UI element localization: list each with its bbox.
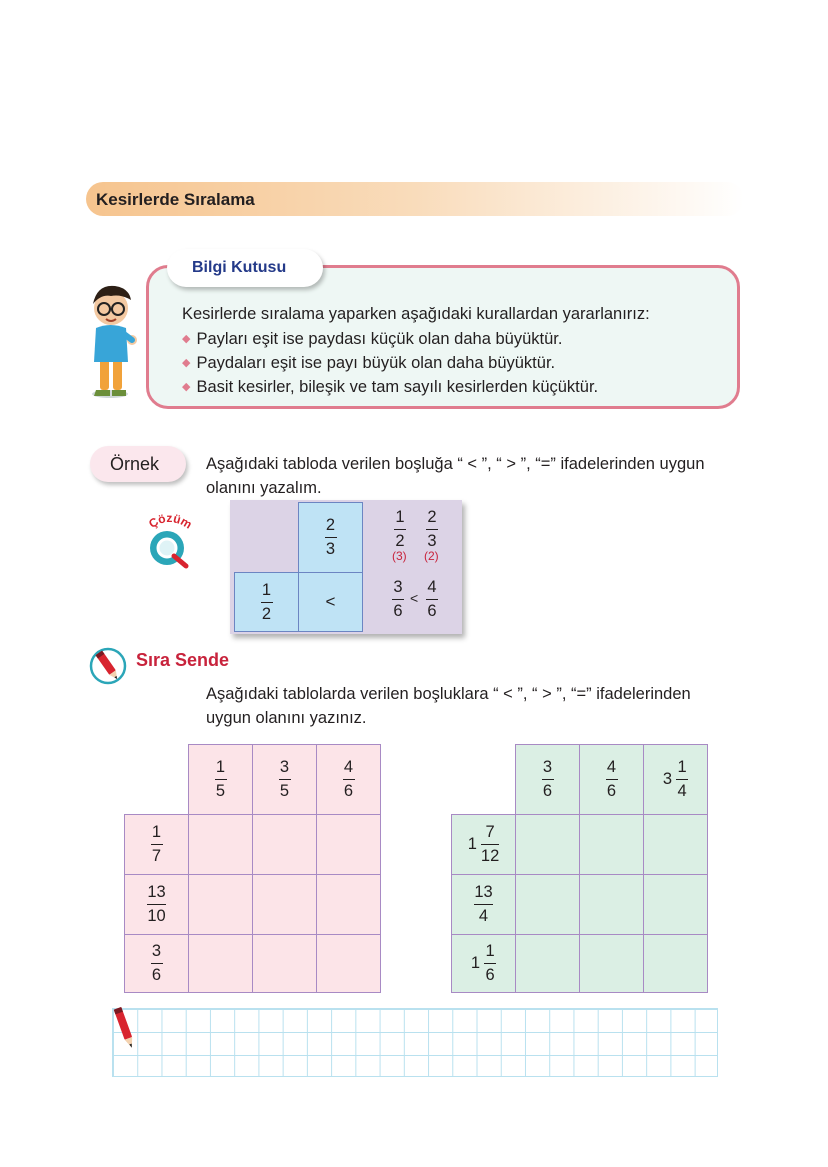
example-solution-table bbox=[230, 500, 462, 634]
answer-cell[interactable] bbox=[579, 814, 644, 875]
boy-character-illustration bbox=[80, 282, 146, 400]
mixed-number: 3 $\frac{1}{4}$ bbox=[662, 758, 687, 800]
solution-badge bbox=[138, 512, 204, 570]
example-label: Örnek bbox=[110, 454, 160, 474]
multiplier: (3) bbox=[392, 549, 407, 563]
table-row-header bbox=[451, 874, 516, 935]
fraction: $\frac{2}{3}$ bbox=[325, 516, 336, 558]
info-rule bbox=[182, 330, 562, 349]
answer-cell[interactable] bbox=[643, 814, 708, 875]
mixed-number: 1 $\frac{1}{6}$ bbox=[470, 942, 495, 984]
answer-cell[interactable] bbox=[252, 874, 317, 935]
practice-instruction bbox=[206, 682, 746, 730]
answer-cell[interactable] bbox=[316, 814, 381, 875]
answer-cell[interactable] bbox=[579, 934, 644, 993]
table-row-header bbox=[451, 934, 516, 993]
fraction: $\frac{3}{6}$ bbox=[151, 942, 162, 984]
answer-cell[interactable] bbox=[643, 934, 708, 993]
pencil-circle-icon bbox=[88, 646, 128, 686]
answer-cell[interactable] bbox=[188, 934, 253, 993]
fraction: $\frac{13}{10}$ bbox=[147, 883, 166, 925]
diamond-bullet-icon: ◆ bbox=[182, 357, 191, 369]
answer-cell[interactable] bbox=[188, 814, 253, 875]
solution-work bbox=[380, 506, 460, 630]
section-header-bar bbox=[86, 182, 744, 216]
table-row-header bbox=[124, 814, 189, 875]
mixed-number: 1 $\frac{7}{12}$ bbox=[467, 823, 500, 865]
multiplier: (2) bbox=[424, 549, 439, 563]
fraction: $\frac{1}{5}$ bbox=[215, 758, 226, 800]
answer-cell[interactable] bbox=[188, 874, 253, 935]
fraction: 1 2 bbox=[395, 508, 405, 550]
example-instruction bbox=[206, 452, 746, 500]
info-rule bbox=[182, 378, 598, 397]
answer-cell[interactable] bbox=[515, 874, 580, 935]
fraction: 3 6 bbox=[393, 578, 403, 620]
table-col-header bbox=[515, 744, 580, 815]
info-rule-text: Basit kesirler, bileşik ve tam sayılı kesirlerden küçüktür. bbox=[196, 378, 599, 396]
fraction: $\frac{3}{5}$ bbox=[279, 758, 290, 800]
fraction: $\frac{13}{4}$ bbox=[474, 883, 493, 925]
practice-instruction-line: uygun olanını yazınız. bbox=[206, 709, 367, 727]
svg-text:Çözüm bbox=[146, 512, 194, 532]
answer-cell[interactable] bbox=[316, 874, 381, 935]
answer-cell bbox=[298, 572, 363, 632]
table-col-header bbox=[643, 744, 708, 815]
diamond-bullet-icon: ◆ bbox=[182, 381, 191, 393]
table-col-header bbox=[579, 744, 644, 815]
table-col-header bbox=[316, 744, 381, 815]
practice-instruction-line: Aşağıdaki tablolarda verilen boşluklara “ < ”, “ > ”, “=” ifadelerinden bbox=[206, 685, 691, 703]
info-rule bbox=[182, 354, 555, 373]
answer-cell[interactable] bbox=[252, 814, 317, 875]
info-intro: Kesirlerde sıralama yaparken aşağıdaki kurallardan yararlanırız: bbox=[182, 305, 650, 323]
fraction: $\frac{3}{6}$ bbox=[542, 758, 553, 800]
practice-title: Sıra Sende bbox=[136, 650, 230, 670]
table-row-header bbox=[451, 814, 516, 875]
fraction: 2 3 bbox=[427, 508, 437, 550]
fraction: 4 6 bbox=[427, 578, 437, 620]
answer-cell[interactable] bbox=[515, 814, 580, 875]
diamond-bullet-icon: ◆ bbox=[182, 333, 191, 345]
example-instruction-line: olanını yazalım. bbox=[206, 479, 322, 497]
info-rule-text: Payları eşit ise paydası küçük olan daha büyüktür. bbox=[196, 330, 563, 348]
answer-cell[interactable] bbox=[316, 934, 381, 993]
example-label-pill bbox=[90, 446, 186, 482]
answer-symbol: < bbox=[325, 592, 336, 611]
fraction: $\frac{1}{2}$ bbox=[261, 580, 272, 623]
info-box-tab bbox=[167, 249, 323, 287]
answer-cell[interactable] bbox=[643, 874, 708, 935]
info-rule-text: Paydaları eşit ise payı büyük olan daha büyüktür. bbox=[196, 354, 556, 372]
comparison-symbol: < bbox=[410, 590, 419, 606]
table-row-header bbox=[234, 572, 299, 632]
section-title: Kesirlerde Sıralama bbox=[96, 190, 255, 209]
solution-badge-text: Çözüm bbox=[146, 512, 195, 532]
fraction: $\frac{4}{6}$ bbox=[343, 758, 354, 800]
table-col-header bbox=[252, 744, 317, 815]
table-col-header bbox=[298, 502, 363, 573]
scratch-grid-area[interactable] bbox=[112, 1008, 718, 1077]
info-box-title: Bilgi Kutusu bbox=[192, 259, 287, 276]
answer-cell[interactable] bbox=[579, 874, 644, 935]
table-row-header bbox=[124, 934, 189, 993]
answer-cell[interactable] bbox=[515, 934, 580, 993]
table-row-header bbox=[124, 874, 189, 935]
fraction: $\frac{4}{6}$ bbox=[606, 758, 617, 800]
example-instruction-line: Aşağıdaki tabloda verilen boşluğa “ < ”, “ > ”, “=” ifadelerinden uygun bbox=[206, 455, 705, 473]
pencil-icon bbox=[110, 1004, 140, 1054]
table-col-header bbox=[188, 744, 253, 815]
fraction: $\frac{1}{7}$ bbox=[151, 823, 162, 865]
answer-cell[interactable] bbox=[252, 934, 317, 993]
